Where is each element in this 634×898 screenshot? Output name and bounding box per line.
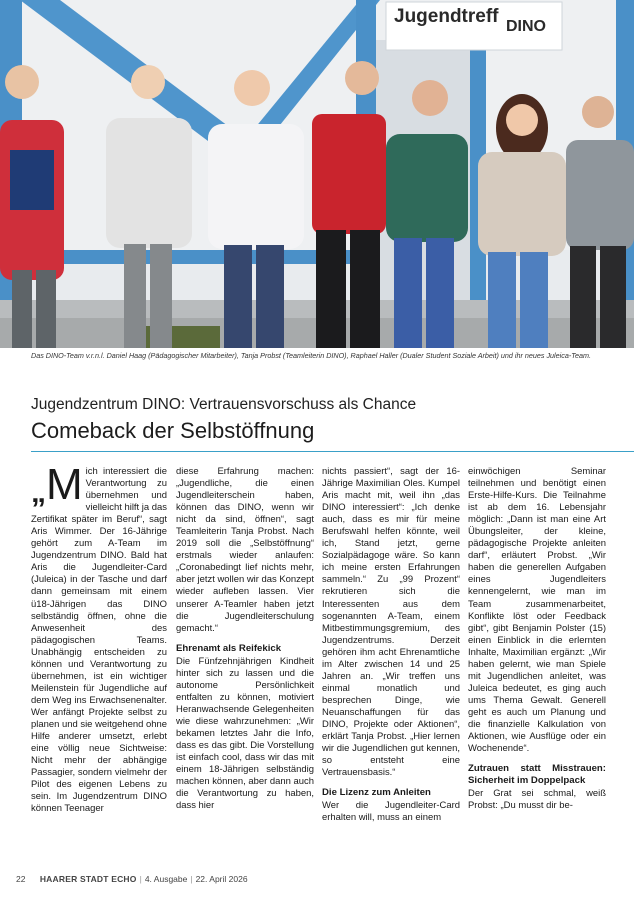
article-column-3 xyxy=(322,466,460,824)
page-footer: 22 HAARER STADT ECHO | 4. Ausgabe | 22. April 2026 xyxy=(16,874,248,884)
column-4-paragraph-2: Der Grat sei schmal, weiß Probst: „Du musst dir be- xyxy=(468,788,606,812)
page-number: 22 xyxy=(16,874,26,884)
column-3-paragraph-2: Wer die Jugendleiter-Card erhalten will, muss an einem xyxy=(322,800,460,824)
sign-text: Jugendtreff xyxy=(394,6,499,27)
column-2-paragraph-1: diese Erfahrung machen: „Jugendliche, die einen Jugendleiterschein haben, können das DINO, wenn wir nicht da sind, öffnen“, sagt Teamleiterin Tanja Probst. Nach 2019 soll die „Selbstöffnung“ erstmals wieder anlaufen: „Coronabedingt lief nichts mehr, aber jetzt wollen wir das Konzept wieder aufleben lassen. Vier unserer A-Teamler haben jetzt die Jugendleiterschulung gemacht.“ xyxy=(176,466,314,634)
issue-date: 22. April 2026 xyxy=(195,874,248,884)
column-1-text: ich interessiert die Verantwortung zu übernehmen und vielleicht hilft ja das Zertifikat später im Beruf“, sagt Aris Wimmer. Der 16-Jährige gehört zum A-Team im Jugendzentrum DINO. Bald hat Aris die Jugendleiter-Card (Juleica) in der Tasche und darf dann gemeinsam mit einem ü18-Jährigen das DINO selbständig öffnen, ohne die Anwesenheit des pädagogischen Teams. Unabhängig entscheiden zu können und Verantwortung zu übernehmen, ist ein wichtiger Meilenstein für Jugendliche auf dem Weg ins Erwachsenenalter. Wer anfängt Projekte selbst zu planen und sie weitgehend ohne Hilfe anderer umsetzt, erlebt eine völlig neue Sichtweise: Nicht mehr der abhängige Passagier, sondern vielmehr der Pilot des eigenen Lebens zu sein. Im Jugendzentrum DINO können Teenager xyxy=(31,466,167,815)
article-column-4 xyxy=(468,466,606,812)
headline-rule xyxy=(31,451,634,452)
photo-caption: Das DINO-Team v.r.n.l. Daniel Haag (Pädagogischer Mitarbeiter), Tanja Probst (Teamleiterin DINO), Raphael Haller (Dualer Student Soziale Arbeit) und ihr neues Juleica-Team. xyxy=(31,351,591,360)
issue-number: 4. Ausgabe xyxy=(144,874,188,884)
column-2-paragraph-2: Die Fünfzehnjährigen Kindheit hinter sich zu lassen und die autonome Persönlichkeit entfalten zu können, motiviert Heranwachsende Gelegenheiten wie diese wahrzunehmen: „Wir bekamen letztes Jahr die Info, dass es das gibt. Die Vorstellung ist einfach cool, dass wir das mit einem 18-Jährigen selbständig machen können, aber dann auch die Verantwortung zu haben, dass hier xyxy=(176,655,314,812)
sign-logo: DINO xyxy=(506,18,546,35)
subheading-lizenz: Die Lizenz zum Anleiten xyxy=(322,787,431,799)
column-4-paragraph-1: einwöchigen Seminar teilnehmen und benötigt einen Erste-Hilfe-Kurs. Die Teilnahme ist ab dem 16. Lebensjahr möglich: „Dann ist man eine Art Übungsleiter, der kleine, pädagogische Projekte anleiten darf“, erläutert Probst. „Wir haben die generellen Aufgaben eines Jugendleiters kennengelernt, wie man im Team zusammenarbeitet, Konflikte löst oder Feedback gibt“, gibt Benjamin Polster (15) einen Einblick in die erlernten Inhalte, Maximilian ergänzt: „Wir haben gelernt, wie man Spiele mit Jugendlichen anleitet, was Juleica bedeutet, es ging auch ums Thema Gewalt. Generell geht es auch um Planung und die finanzielle Kalkulation von Aktionen, wie Ausflüge oder ein Wochenende“. xyxy=(468,466,606,755)
group-photo xyxy=(0,0,634,348)
opening-quote: „ xyxy=(31,476,46,509)
subheading-ehrenamt: Ehrenamt als Reifekick xyxy=(176,642,282,654)
subheading-zutrauen: Zutrauen statt Misstrauen: Sicherheit im Doppelpack xyxy=(468,763,606,787)
article-column-2 xyxy=(176,466,314,812)
column-3-paragraph-1: nichts passiert“, sagt der 16-Jährige Maximilian Oles. Kumpel Aris macht mit, weil ihn „das DINO interessiert“: „Ich denke auch, dass es mir für meine Berufswahl helfen könnte, weil ich, Stand jetzt, gerne Sozialpädagoge wäre. So kann ich meine ersten Erfahrungen sammeln.“ Zu „99 Prozent“ rekrutieren sich die Interessenten aus dem sogenannten A-Team, einem Mitbestimmungsgremium, des Jugendzentrums. Derzeit gehören ihm acht Ehrenamtliche im Alter zwischen 14 und 25 Jahren an. „Wir treffen uns einmal monatlich und besprechen Dinge, wie Neuanschaffungen für das DINO, Projekte oder Aktionen“, erklärt Tanja Probst. „Hier lernen wir die Jugendlichen gut kennen, so entsteht eine Vertrauensbasis.“ xyxy=(322,466,460,779)
article-headline: Comeback der Selbstöffnung xyxy=(31,418,315,443)
article-column-1 xyxy=(31,460,167,815)
article-kicker: Jugendzentrum DINO: Vertrauensvorschuss als Chance xyxy=(31,396,417,413)
publication-name: HAARER STADT ECHO xyxy=(39,874,137,884)
drop-cap: M xyxy=(46,460,83,509)
photo-illustration xyxy=(0,0,634,348)
